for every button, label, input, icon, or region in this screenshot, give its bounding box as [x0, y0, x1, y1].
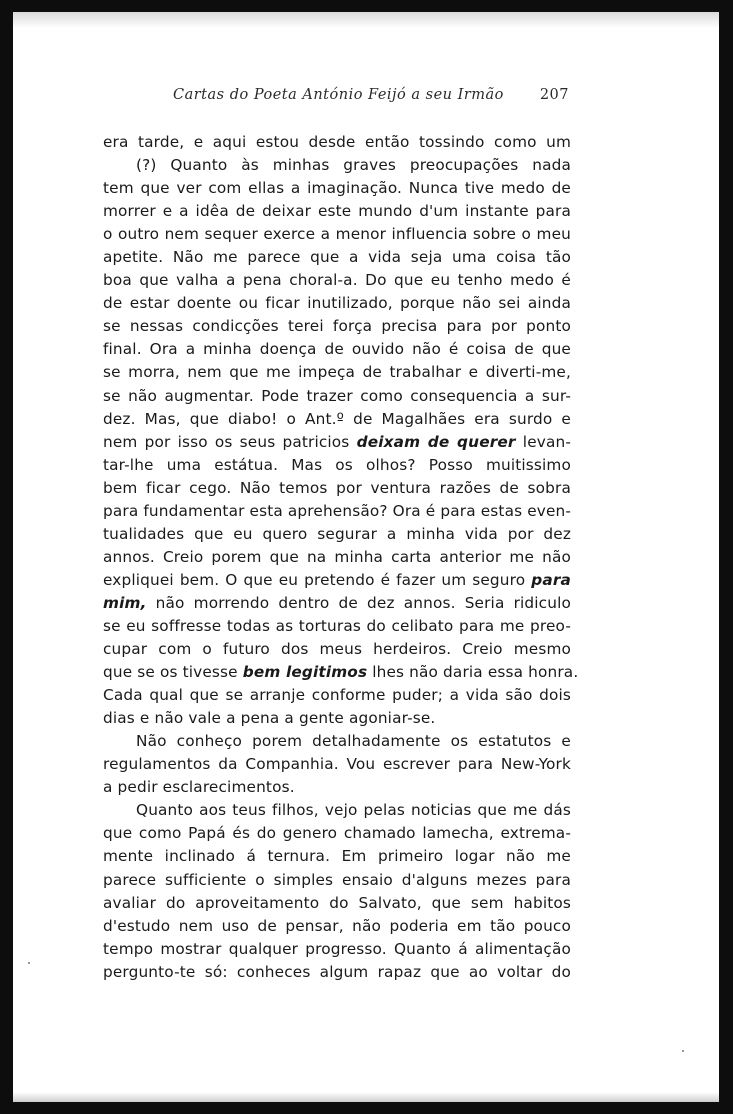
text-line: [103, 684, 571, 707]
text-line: [103, 131, 571, 154]
text-line-content: nem por isso os seus patricios: [103, 432, 357, 451]
text-line-content: dez. Mas, que diabo! o Ant.º de Magalhães era surdo e: [103, 409, 571, 428]
text-line-content: (?) Quanto às minhas graves preocupações nada: [136, 156, 571, 175]
text-line: [103, 707, 571, 730]
text-line: [103, 892, 571, 915]
text-line-content: morrer e a idêa de deixar este mundo d'um instante para: [103, 202, 571, 221]
scan-bottom-shadow: [13, 1092, 719, 1102]
text-line-content: tar-lhe uma estátua. Mas os olhos? Posso muitissimo: [103, 455, 571, 474]
text-line-content: cupar com o futuro dos meus herdeiros. Creio mesmo: [103, 640, 571, 659]
text-line-content: final. Ora a minha doença de ouvido não é coisa de que: [103, 340, 571, 359]
text-line-content: apetite. Não me parece que a vida seja uma coisa tão: [103, 248, 571, 267]
scan-top-shadow: [13, 12, 719, 28]
text-line: [103, 638, 571, 661]
body-text: [103, 131, 579, 984]
text-line: [103, 569, 571, 592]
text-line: [103, 431, 571, 454]
text-line: [103, 869, 571, 892]
text-line-content: que se os tivesse: [103, 663, 243, 682]
text-line-content: a pedir esclarecimentos.: [103, 778, 295, 797]
text-line-continuation: levan-: [515, 432, 571, 451]
text-line: [103, 477, 571, 500]
page-header: [173, 87, 569, 109]
text-line-content: para fundamentar esta aprehensão? Ora é para estas even-: [103, 501, 572, 520]
text-line: [103, 200, 571, 223]
text-line: [103, 845, 571, 868]
text-line: [103, 822, 571, 845]
text-line: [103, 177, 571, 200]
text-line-content: o outro nem sequer exerce a menor influencia sobre o meu: [103, 225, 571, 244]
text-line: [103, 154, 571, 177]
text-line-content: Cada qual que se arranje conforme puder; a vida são dois: [103, 686, 571, 705]
scan-speck: [682, 1050, 684, 1052]
text-line-content: tempo mostrar qualquer progresso. Quanto á alimentação: [103, 939, 571, 958]
text-line-content: boa que valha a pena choral-a. Do que eu tenho medo é: [103, 271, 571, 290]
text-line-content: tualidades que eu quero segurar a minha vida por dez: [103, 524, 571, 543]
text-line: [103, 408, 571, 431]
text-line: [103, 753, 571, 776]
text-line-content: Quanto aos teus filhos, vejo pelas noticias que me dás: [136, 801, 571, 820]
text-line: [103, 269, 571, 292]
text-line: [103, 799, 571, 822]
text-line: [103, 454, 571, 477]
text-line: [103, 661, 579, 684]
emphasized-text: deixam de querer: [356, 432, 516, 451]
text-line: [103, 915, 571, 938]
text-line: [103, 361, 571, 384]
text-line-content: parece sufficiente o simples ensaio d'alguns mezes para: [103, 870, 571, 889]
text-line-content: bem ficar cego. Não temos por ventura razões de sobra: [103, 478, 571, 497]
text-line: [103, 338, 571, 361]
text-line: [103, 223, 571, 246]
emphasized-text: para: [531, 570, 571, 589]
text-line-continuation: não morrendo dentro de dez annos. Seria ridiculo: [146, 593, 571, 612]
text-line-content: annos. Creio porem que na minha carta anterior me não: [103, 547, 571, 566]
text-line-content: Não conheço porem detalhadamente os estatutos e: [136, 732, 571, 751]
text-line: [103, 961, 571, 984]
text-line: [103, 592, 571, 615]
text-line: [103, 385, 571, 408]
text-line-content: de estar doente ou ficar inutilizado, porque não sei ainda: [103, 294, 571, 313]
text-line: [103, 523, 571, 546]
text-line: [103, 500, 571, 523]
text-line: [103, 776, 571, 799]
text-line: [103, 615, 571, 638]
text-line-content: se não augmentar. Pode trazer como consequencia a sur-: [103, 386, 571, 405]
text-line: [103, 546, 571, 569]
text-line-continuation: lhes não daria essa honra.: [367, 663, 579, 682]
text-line: [103, 938, 571, 961]
text-line-content: mente inclinado á ternura. Em primeiro logar não me: [103, 847, 571, 866]
text-line-content: que como Papá és do genero chamado lamecha, extrema-: [103, 824, 571, 843]
text-line: [103, 292, 571, 315]
emphasized-text: bem legitimos: [242, 663, 368, 682]
text-line-content: avaliar do aproveitamento do Salvato, que sem habitos: [103, 893, 571, 912]
text-line-content: era tarde, e aqui estou desde então tossindo como um: [103, 133, 571, 151]
running-title: Cartas do Poeta António Feijó a seu Irmão: [173, 87, 504, 103]
emphasized-text: mim,: [103, 593, 147, 612]
text-line-content: pergunto-te só: conheces algum rapaz que ao voltar do: [103, 962, 571, 981]
text-line-content: se eu soffresse todas as torturas do celibato para me preo-: [103, 616, 571, 635]
text-line: [103, 246, 571, 269]
text-line-content: regulamentos da Companhia. Vou escrever para New-York: [103, 755, 571, 774]
text-line-content: dias e não vale a pena a gente agoniar-se.: [103, 709, 436, 728]
text-line: [103, 315, 571, 338]
text-line-content: expliquei bem. O que eu pretendo é fazer um seguro: [103, 570, 532, 589]
text-line-content: se nessas condicções terei força precisa para por ponto: [103, 317, 571, 336]
text-line-content: se morra, nem que me impeça de trabalhar e diverti-me,: [103, 363, 571, 382]
text-line: [103, 730, 571, 753]
scan-speck: [28, 962, 30, 964]
text-line-content: tem que ver com ellas a imaginação. Nunca tive medo de: [103, 179, 571, 198]
page-number: 207: [539, 87, 569, 103]
text-line-content: d'estudo nem uso de pensar, não poderia em tão pouco: [103, 916, 571, 935]
